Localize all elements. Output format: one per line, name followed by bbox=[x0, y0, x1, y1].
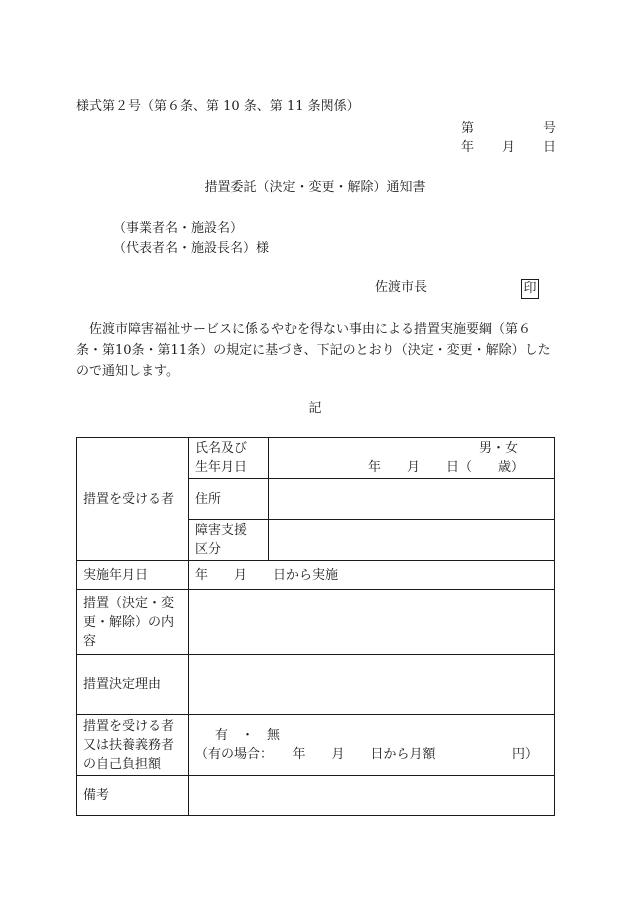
document-title: 措置委託（決定・変更・解除）通知書 bbox=[204, 180, 426, 195]
remarks-label: 備考 bbox=[77, 776, 189, 816]
burden-amount bbox=[195, 745, 548, 764]
burden-amount-date: （有の場合： 年 月 日から月額 bbox=[195, 747, 436, 762]
name-label: 氏名及び bbox=[195, 441, 248, 456]
notice-table bbox=[76, 437, 555, 816]
document-number bbox=[461, 121, 556, 137]
reason-label: 措置決定理由 bbox=[77, 655, 189, 715]
date-day: 日 bbox=[542, 140, 556, 155]
table-row bbox=[77, 438, 555, 479]
content-field[interactable] bbox=[189, 590, 555, 655]
content-label-line1: 措置（決定・変 bbox=[83, 595, 175, 611]
burden-yes-no: 有 ・ 無 bbox=[215, 728, 281, 743]
support-level-label bbox=[189, 520, 269, 561]
implementation-date-label: 実施年月日 bbox=[77, 561, 189, 590]
burden-label bbox=[77, 715, 189, 776]
burden-label-line3: の自己負担額 bbox=[83, 756, 162, 772]
burden-amount-yen: 円） bbox=[511, 747, 538, 762]
burden-label-line1: 措置を受ける者 bbox=[83, 718, 175, 734]
birthdate-field: 年 月 日（ 歳） bbox=[367, 460, 524, 475]
remarks-field[interactable] bbox=[189, 776, 555, 816]
issuer-name: 佐渡市長 bbox=[375, 280, 428, 295]
number-prefix: 第 bbox=[461, 121, 475, 136]
burden-field[interactable] bbox=[189, 715, 555, 776]
address-label: 住所 bbox=[189, 479, 269, 520]
seal-mark: 印 bbox=[521, 279, 539, 299]
table-row bbox=[77, 776, 555, 816]
implementation-date-field[interactable]: 年 月 日から実施 bbox=[189, 561, 555, 590]
table-row bbox=[77, 715, 555, 776]
name-birth-label bbox=[189, 438, 269, 479]
document-date bbox=[461, 140, 556, 156]
reason-field[interactable] bbox=[189, 655, 555, 715]
table-row bbox=[77, 655, 555, 715]
date-month: 月 bbox=[501, 140, 515, 155]
name-birth-field[interactable] bbox=[269, 438, 555, 479]
addressee-representative: （代表者名・施設長名）様 bbox=[113, 241, 270, 256]
burden-label-line2: 又は扶養義務者 bbox=[83, 737, 175, 753]
ki-heading: 記 bbox=[308, 401, 322, 416]
support-level-label-line1: 障害支援 bbox=[195, 523, 248, 538]
addressee-business: （事業者名・施設名） bbox=[113, 221, 244, 236]
form-number: 様式第２号（第６条、第 10 条、第 11 条関係） bbox=[76, 99, 360, 114]
table-row bbox=[77, 590, 555, 655]
gender-field: 男・女 bbox=[478, 441, 518, 456]
address-field[interactable] bbox=[269, 479, 555, 520]
table-row bbox=[77, 561, 555, 590]
number-suffix: 号 bbox=[542, 121, 556, 136]
support-level-field[interactable] bbox=[269, 520, 555, 561]
support-level-label-line2: 区分 bbox=[195, 542, 222, 557]
date-year: 年 bbox=[461, 140, 475, 155]
birth-label: 生年月日 bbox=[195, 460, 248, 475]
content-label-line2: 更・解除）の内容 bbox=[83, 614, 175, 649]
body-paragraph: 佐渡市障害福祉サービスに係るやむを得ない事由による措置実施要綱（第６条・第10条・第11条）の規定に基づき、下記のとおり（決定・変更・解除）したので通知します。 bbox=[76, 322, 551, 379]
content-label bbox=[77, 590, 189, 655]
recipient-label: 措置を受ける者 bbox=[77, 438, 189, 561]
